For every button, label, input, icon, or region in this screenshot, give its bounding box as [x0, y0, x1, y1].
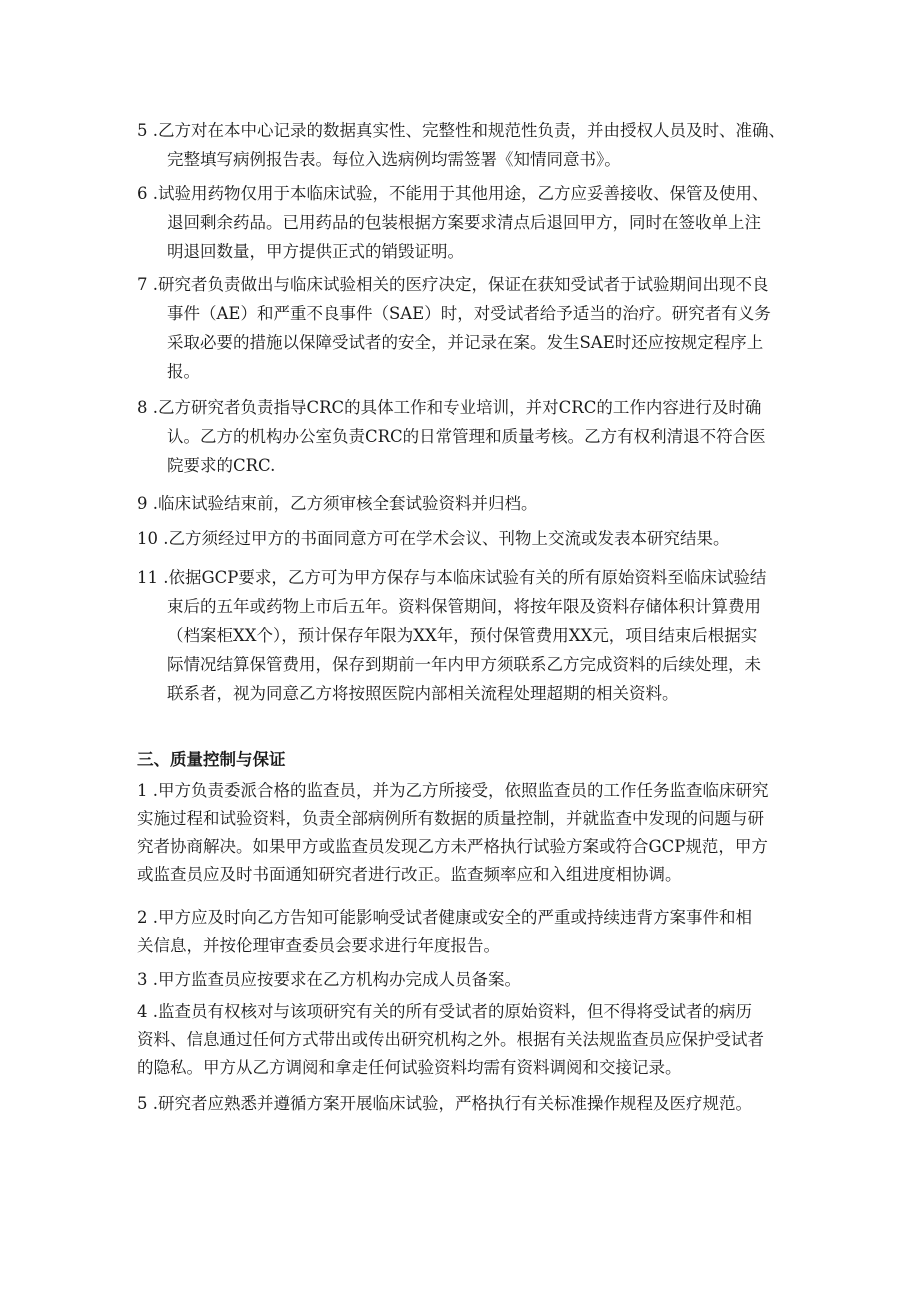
- list-item-11: [137, 563, 797, 708]
- text-line: 1 .甲方负责委派合格的监查员，并为乙方所接受，依照监查员的工作任务监查临床研究: [137, 781, 769, 800]
- text-line: 或监查员应及时书面通知研究者进行改正。监查频率应和入组进度相协调。: [137, 865, 682, 884]
- list-item-q1: [137, 777, 797, 889]
- text-line: 7 .研究者负责做出与临床试验相关的医疗决定，保证在获知受试者于试验期间出现不良: [137, 275, 769, 294]
- list-item-q3: [137, 966, 797, 994]
- list-item-q5: [137, 1090, 797, 1118]
- text-line: 退回剩余药品。已用药品的包装根据方案要求清点后退回甲方，同时在签收单上注: [167, 213, 761, 232]
- text-line: 事件（AE）和严重不良事件（SAE）时，对受试者给予适当的治疗。研究者有义务: [167, 304, 771, 323]
- text-line: 5 .研究者应熟悉并遵循方案开展临床试验，严格执行有关标准操作规程及医疗规范。: [137, 1094, 752, 1113]
- text-line: 明退回数量，甲方提供正式的销毁证明。: [167, 242, 464, 261]
- text-line: 院要求的CRC.: [167, 456, 276, 475]
- text-line: 8 .乙方研究者负责指导CRC的具体工作和专业培训，并对CRC的工作内容进行及时确: [137, 398, 762, 417]
- list-item-5: [137, 116, 797, 174]
- text-line: 完整填写病例报告表。每位入选病例均需签署《知情同意书》。: [167, 150, 621, 169]
- text-line: 束后的五年或药物上市后五年。资料保管期间，将按年限及资料存储体积计算费用: [167, 597, 761, 616]
- text-line: 11 .依据GCP要求，乙方可为甲方保存与本临床试验有关的所有原始资料至临床试验结: [137, 568, 767, 587]
- list-item-7: [137, 270, 797, 386]
- text-line: 10 .乙方须经过甲方的书面同意方可在学术会议、刊物上交流或发表本研究结果。: [137, 529, 730, 548]
- list-item-q4: [137, 998, 797, 1082]
- list-item-9: [137, 489, 797, 518]
- text-line: 际情况结算保管费用，保存到期前一年内甲方须联系乙方完成资料的后续处理，未: [167, 655, 761, 674]
- list-item-8: [137, 393, 797, 480]
- text-line: 采取必要的措施以保障受试者的安全，并记录在案。发生SAE时还应按规定程序上: [167, 333, 764, 352]
- list-item-6: [137, 179, 797, 266]
- text-line: 的隐私。甲方从乙方调阅和拿走任何试验资料均需有资料调阅和交接记录。: [137, 1058, 682, 1077]
- text-line: 资料、信息通过任何方式带出或传出研究机构之外。根据有关法规监查员应保护受试者: [137, 1030, 764, 1049]
- text-line: 认。乙方的机构办公室负责CRC的日常管理和质量考核。乙方有权利清退不符合医: [167, 427, 766, 446]
- list-item-10: [137, 524, 797, 553]
- text-line: 5 .乙方对在本中心记录的数据真实性、完整性和规范性负责，并由授权人员及时、准确、: [137, 121, 785, 140]
- text-line: 报。: [167, 362, 200, 381]
- text-line: 9 .临床试验结束前，乙方须审核全套试验资料并归档。: [137, 494, 538, 513]
- text-line: 2 .甲方应及时向乙方告知可能影响受试者健康或安全的严重或持续违背方案事件和相: [137, 908, 752, 927]
- section-heading: 三、质量控制与保证: [137, 750, 286, 769]
- list-item-q2: [137, 904, 797, 960]
- text-line: 3 .甲方监查员应按要求在乙方机构办完成人员备案。: [137, 970, 521, 989]
- text-line: （档案柜XX个），预计保存年限为XX年，预付保管费用XX元，项目结束后根据实: [167, 626, 758, 645]
- text-line: 实施过程和试验资料，负责全部病例所有数据的质量控制，并就监查中发现的问题与研: [137, 809, 764, 828]
- text-line: 关信息，并按伦理审查委员会要求进行年度报告。: [137, 936, 500, 955]
- text-line: 究者协商解决。如果甲方或监查员发现乙方未严格执行试验方案或符合GCP规范，甲方: [137, 837, 768, 856]
- text-line: 4 .监查员有权核对与该项研究有关的所有受试者的原始资料，但不得将受试者的病历: [137, 1002, 752, 1021]
- text-line: 6 .试验用药物仅用于本临床试验，不能用于其他用途，乙方应妥善接收、保管及使用、: [137, 184, 769, 203]
- text-line: 联系者，视为同意乙方将按照医院内部相关流程处理超期的相关资料。: [167, 684, 679, 703]
